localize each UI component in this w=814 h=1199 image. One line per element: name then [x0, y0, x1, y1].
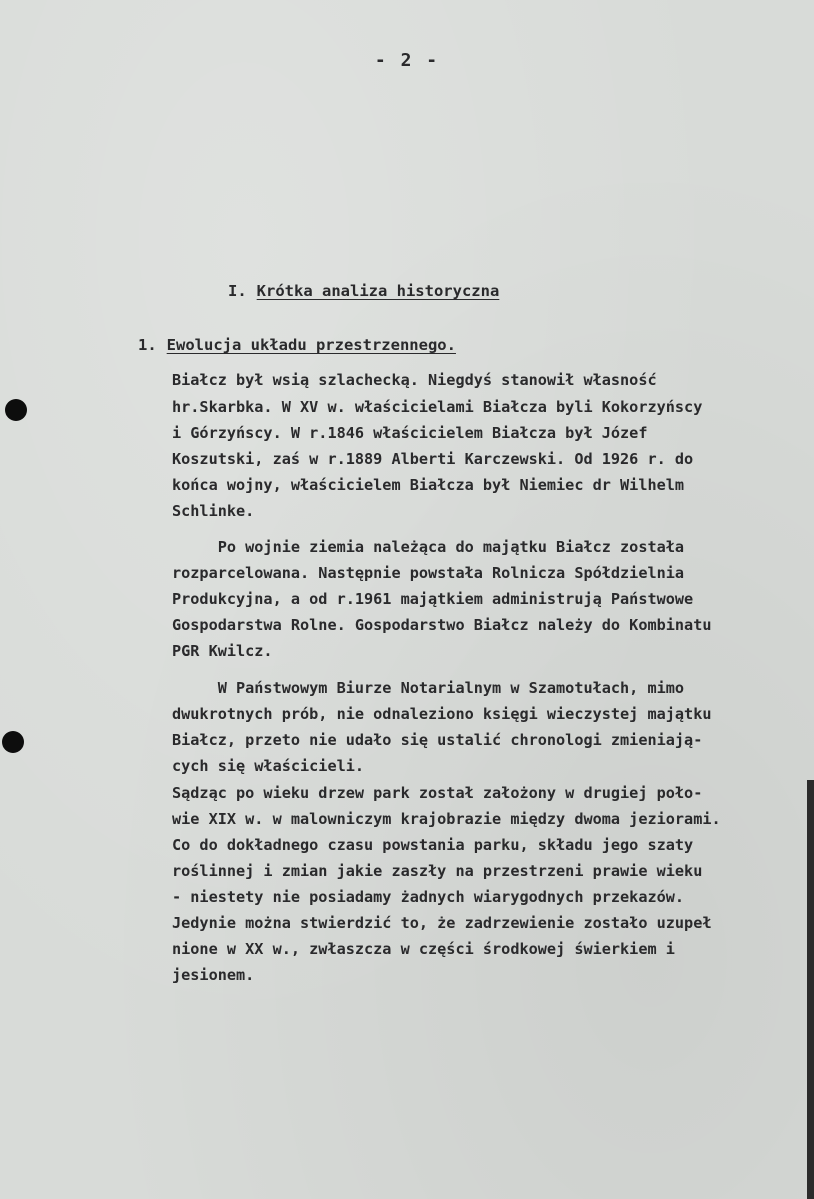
- text-line: Gospodarstwa Rolne. Gospodarstwo Białcz należy do Kombinatu: [172, 616, 712, 634]
- text-line: hr.Skarbka. W XV w. właścicielami Białcza byli Kokorzyńscy: [172, 398, 703, 416]
- text-line: Produkcyjna, a od r.1961 majątkiem administrują Państwowe: [172, 590, 694, 608]
- text-line: Co do dokładnego czasu powstania parku, składu jego szaty: [172, 836, 694, 854]
- text-line: Koszutski, zaś w r.1889 Alberti Karczewski. Od 1926 r. do: [172, 450, 694, 468]
- text-line: jesionem.: [172, 966, 255, 984]
- page-edge-shadow: [807, 780, 814, 1199]
- text-line: cych się właścicieli.: [172, 757, 365, 775]
- page-number: - 2 -: [374, 50, 440, 71]
- text-line: końca wojny, właścicielem Białcza był Niemiec dr Wilhelm: [172, 476, 685, 494]
- section-title: Krótka analiza historyczna: [256, 282, 500, 300]
- text-line: W Państwowym Biurze Notarialnym w Szamotułach, mimo: [172, 679, 685, 697]
- punch-hole: [5, 399, 27, 421]
- text-line: - niestety nie posiadamy żadnych wiarygodnych przekazów.: [172, 888, 685, 906]
- text-line: Jedynie można stwierdzić to, że zadrzewienie zostało uzupeł: [172, 914, 712, 932]
- text-line: roślinnej i zmian jakie zaszły na przestrzeni prawie wieku: [172, 862, 703, 880]
- text-line: Po wojnie ziemia należąca do majątku Białcz została: [172, 538, 685, 556]
- subsection-number: 1.: [138, 336, 157, 354]
- text-line: dwukrotnych prób, nie odnaleziono księgi wieczystej majątku: [172, 705, 712, 723]
- text-line: nione w XX w., zwłaszcza w części środkowej świerkiem i: [172, 940, 675, 958]
- text-line: Białcz, przeto nie udało się ustalić chronologi zmieniają-: [172, 731, 703, 749]
- text-line: Schlinke.: [172, 502, 255, 520]
- section-number: I.: [228, 282, 247, 300]
- text-line: i Górzyńscy. W r.1846 właścicielem Białcza był Józef: [172, 424, 648, 442]
- text-line: wie XIX w. w malowniczym krajobrazie między dwoma jeziorami.: [172, 810, 721, 828]
- text-line: Białcz był wsią szlachecką. Niegdyś stanowił własność: [172, 371, 657, 389]
- section-heading: [228, 282, 499, 300]
- subsection-title: Ewolucja układu przestrzennego.: [166, 336, 456, 354]
- punch-hole: [2, 731, 24, 753]
- subsection-heading: [138, 336, 456, 354]
- text-line: rozparcelowana. Następnie powstała Rolnicza Spółdzielnia: [172, 564, 685, 582]
- text-line: PGR Kwilcz.: [172, 642, 273, 660]
- text-line: Sądząc po wieku drzew park został założony w drugiej poło-: [172, 784, 703, 802]
